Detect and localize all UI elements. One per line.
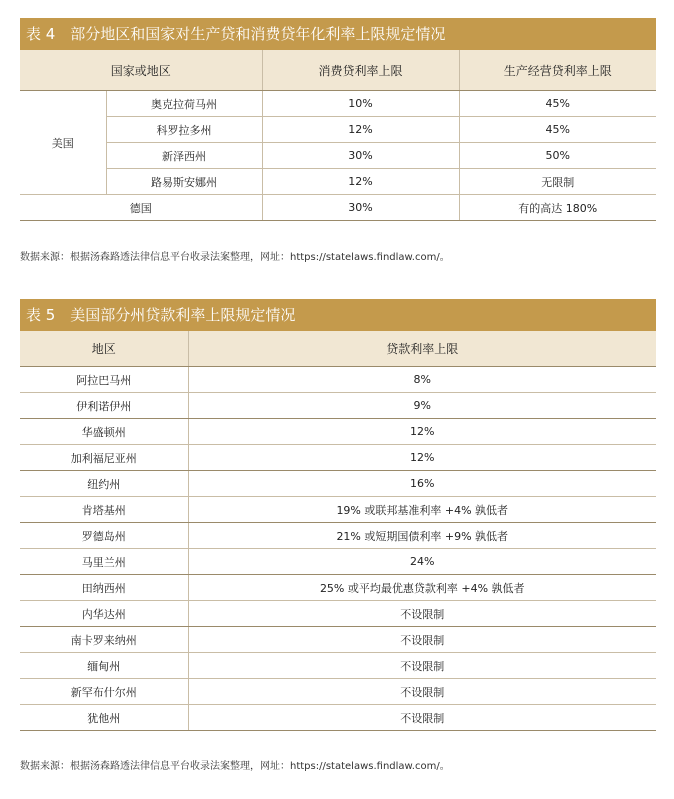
table-cell-consumer: 12%	[262, 117, 459, 143]
table-5-source-note: 数据来源：根据汤森路透法律信息平台收录法案整理，网址：https://statelaws.findlaw.com/。	[20, 761, 450, 772]
table-cell-cap: 16%	[188, 471, 656, 497]
table-cell-consumer: 12%	[262, 169, 459, 195]
table-cell-consumer: 10%	[262, 91, 459, 117]
table-cell-cap: 8%	[188, 367, 656, 393]
us-group-label: 美国	[20, 91, 106, 195]
table-5-title: 表 5 美国部分州贷款利率上限规定情况	[20, 299, 656, 331]
table-cell-cap: 24%	[188, 549, 656, 575]
table-cell-region: 加利福尼亚州	[20, 445, 188, 471]
table-cell-business: 45%	[459, 117, 656, 143]
table-cell-cap: 不设限制	[188, 705, 656, 731]
table-row	[20, 393, 656, 419]
table-row	[20, 471, 656, 497]
table-cell-region: 阿拉巴马州	[20, 367, 188, 393]
table-cell-region: 南卡罗来纳州	[20, 627, 188, 653]
table-4-header-row	[20, 50, 656, 91]
table-row	[20, 653, 656, 679]
table-row	[20, 445, 656, 471]
table-4-source-note: 数据来源：根据汤森路透法律信息平台收录法案整理，网址：https://statelaws.findlaw.com/。	[20, 252, 450, 263]
table-cell-region: 新泽西州	[106, 143, 262, 169]
table-5-header-row	[20, 331, 656, 367]
table-cell-region: 伊利诺伊州	[20, 393, 188, 419]
table-cell-region: 马里兰州	[20, 549, 188, 575]
table-cell-region: 华盛顿州	[20, 419, 188, 445]
table-4-title: 表 4 部分地区和国家对生产贷和消费贷年化利率上限规定情况	[20, 18, 656, 50]
table-cell-cap: 25% 或平均最优惠贷款利率 +4% 孰低者	[188, 575, 656, 601]
table-cell-business: 无限制	[459, 169, 656, 195]
table-cell-cap: 不设限制	[188, 601, 656, 627]
table-4-header-business: 生产经营贷利率上限	[459, 50, 656, 91]
table-row	[20, 523, 656, 549]
table-cell-consumer: 30%	[262, 143, 459, 169]
table-row	[20, 705, 656, 731]
table-cell-region: 内华达州	[20, 601, 188, 627]
table-4-header-region: 国家或地区	[20, 50, 262, 91]
table-4-block	[20, 18, 656, 221]
table-4-header-consumer: 消费贷利率上限	[262, 50, 459, 91]
table-cell-business: 有的高达 180%	[459, 195, 656, 221]
table-row	[20, 91, 656, 117]
table-cell-cap: 不设限制	[188, 627, 656, 653]
table-cell-region: 田纳西州	[20, 575, 188, 601]
table-row	[20, 497, 656, 523]
table-cell-region: 德国	[20, 195, 262, 221]
table-cell-business: 45%	[459, 91, 656, 117]
table-4	[20, 50, 656, 221]
table-cell-region: 肯塔基州	[20, 497, 188, 523]
table-row	[20, 549, 656, 575]
table-cell-cap: 12%	[188, 445, 656, 471]
table-5	[20, 331, 656, 731]
table-cell-cap: 9%	[188, 393, 656, 419]
table-row	[20, 627, 656, 653]
table-row	[20, 679, 656, 705]
table-cell-region: 缅甸州	[20, 653, 188, 679]
table-5-header-cap: 贷款利率上限	[188, 331, 656, 367]
table-row	[20, 143, 656, 169]
table-row	[20, 419, 656, 445]
table-cell-cap: 不设限制	[188, 653, 656, 679]
table-cell-cap: 21% 或短期国债利率 +9% 孰低者	[188, 523, 656, 549]
table-cell-region: 纽约州	[20, 471, 188, 497]
table-cell-region: 奥克拉荷马州	[106, 91, 262, 117]
table-row	[20, 575, 656, 601]
table-cell-cap: 不设限制	[188, 679, 656, 705]
table-cell-region: 罗德岛州	[20, 523, 188, 549]
table-row	[20, 367, 656, 393]
table-cell-region: 路易斯安娜州	[106, 169, 262, 195]
table-row	[20, 169, 656, 195]
table-cell-region: 科罗拉多州	[106, 117, 262, 143]
table-row	[20, 117, 656, 143]
table-cell-region: 犹他州	[20, 705, 188, 731]
table-5-block	[20, 299, 656, 731]
table-row	[20, 195, 656, 221]
table-cell-cap: 12%	[188, 419, 656, 445]
table-cell-business: 50%	[459, 143, 656, 169]
table-row	[20, 601, 656, 627]
table-cell-region: 新罕布什尔州	[20, 679, 188, 705]
table-cell-consumer: 30%	[262, 195, 459, 221]
table-5-header-region: 地区	[20, 331, 188, 367]
table-cell-cap: 19% 或联邦基准利率 +4% 孰低者	[188, 497, 656, 523]
